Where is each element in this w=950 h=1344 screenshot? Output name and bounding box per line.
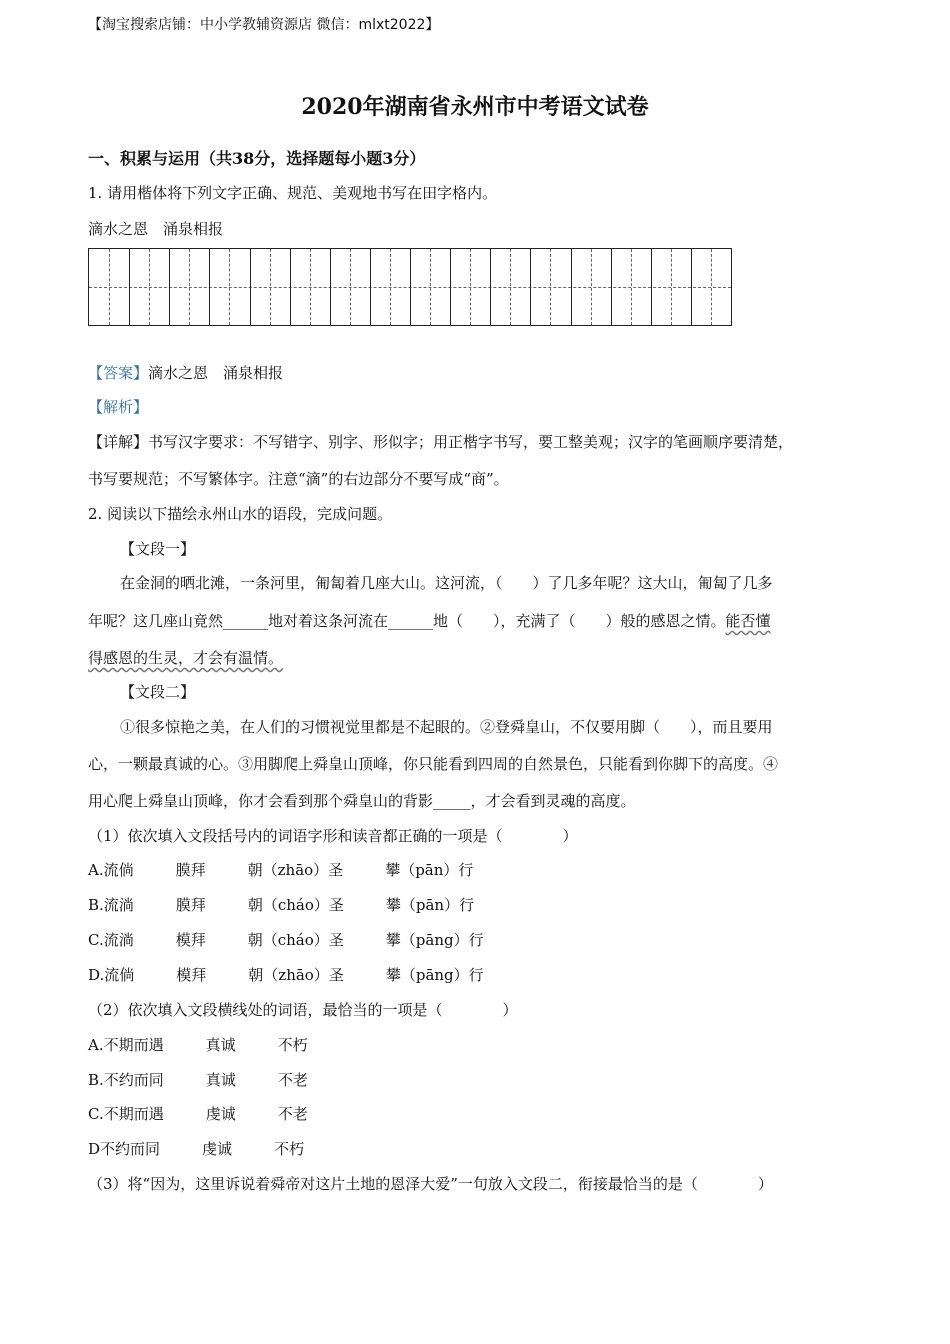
option-item: 朝（zhāo）圣 bbox=[248, 966, 344, 984]
grid-cell-center-line bbox=[430, 249, 431, 325]
option-label: D bbox=[88, 1140, 101, 1158]
option-item: 攀（pān）行 bbox=[385, 896, 475, 914]
grid-cell-center-line bbox=[591, 249, 592, 325]
sub1-prompt: （1）依次填入文段括号内的词语字形和读音都正确的一项是（ ） bbox=[88, 827, 578, 845]
option-item: 真诚 bbox=[205, 1036, 236, 1054]
passage1-line-2-main: 年呢？这几座山竟然______地对着这条河流在______地（ ），充满了（ ）般的感恩之情。 bbox=[88, 612, 726, 630]
grid-cell-border bbox=[209, 249, 210, 325]
grid-cell-border bbox=[410, 249, 411, 325]
passage2-title: 【文段二】 bbox=[120, 683, 196, 701]
answer-text: 滴水之恩 涌泉相报 bbox=[148, 364, 284, 382]
passage1-line-3-text: 得感恩的生灵，才会有温情。 bbox=[88, 649, 284, 667]
option-label: D. bbox=[88, 966, 105, 984]
q1-number: 1. bbox=[88, 184, 103, 202]
grid-cell-border bbox=[290, 249, 291, 325]
grid-cell-center-line bbox=[109, 249, 110, 325]
grid-cell-center-line bbox=[189, 249, 190, 325]
grid-cell-center-line bbox=[470, 249, 471, 325]
grid-cell-border bbox=[450, 249, 451, 325]
option-label: C. bbox=[88, 1105, 104, 1123]
grid-cell-border bbox=[691, 249, 692, 325]
option-label: A. bbox=[88, 1036, 104, 1054]
option-item: 不朽 bbox=[277, 1036, 308, 1054]
option-item: 朝（cháo）圣 bbox=[247, 896, 344, 914]
grid-cell-center-line bbox=[229, 249, 230, 325]
option-label: B. bbox=[88, 1071, 104, 1089]
q2-number: 2. bbox=[88, 505, 103, 523]
q1-prompt-text: 请用楷体将下列文字正确、规范、美观地书写在田字格内。 bbox=[107, 184, 498, 202]
option-item: 朝（zhāo）圣 bbox=[247, 861, 344, 879]
option-item: 模拜 bbox=[176, 966, 207, 984]
option-label: B. bbox=[88, 896, 104, 914]
option-item: 朝（cháo）圣 bbox=[247, 931, 344, 949]
q2-prompt-text: 阅读以下描绘永州山水的语段，完成问题。 bbox=[107, 505, 393, 523]
grid-cell-border bbox=[169, 249, 170, 325]
page-title: 2020年湖南省永州市中考语文试卷 bbox=[301, 94, 649, 120]
detail-line-2: 书写要规范；不写繁体字。注意“滴”的右边部分不要写成“商”。 bbox=[88, 470, 509, 488]
grid-cell-center-line bbox=[711, 249, 712, 325]
option-item: 不期而遇 bbox=[103, 1036, 164, 1054]
sub3-prompt: （3）将“因为，这里诉说着舜帝对这片土地的恩泽大爱”一句放入文段二，衔接最恰当的是（ ） bbox=[88, 1175, 773, 1193]
analysis-label: 【解析】 bbox=[88, 398, 149, 416]
option-item: 不约而同 bbox=[103, 1071, 164, 1089]
option-item: 虔诚 bbox=[205, 1105, 236, 1123]
grid-cell-center-line bbox=[510, 249, 511, 325]
q2-prompt bbox=[88, 503, 392, 524]
sub1-option-c[interactable] bbox=[88, 929, 484, 950]
section-heading: 一、积累与运用（共38分，选择题每小题3分） bbox=[88, 149, 426, 168]
sub1-option-d[interactable] bbox=[88, 964, 484, 985]
grid-cell-border bbox=[611, 249, 612, 325]
option-item: 不约而同 bbox=[100, 1140, 161, 1158]
option-item: 真诚 bbox=[205, 1071, 236, 1089]
grid-cell-border bbox=[571, 249, 572, 325]
option-item: 流倘 bbox=[104, 966, 135, 984]
option-label: A. bbox=[88, 861, 104, 879]
grid-cell-center-line bbox=[550, 249, 551, 325]
grid-cell-border bbox=[330, 249, 331, 325]
grid-cell-border bbox=[129, 249, 130, 325]
option-label: C. bbox=[88, 931, 104, 949]
sub2-prompt: （2）依次填入文段横线处的词语，最恰当的一项是（ ） bbox=[88, 1001, 518, 1019]
option-item: 不期而遇 bbox=[103, 1105, 164, 1123]
grid-cell-border bbox=[490, 249, 491, 325]
passage1-line-1: 在金洞的晒北滩，一条河里，匍匐着几座大山。这河流，（ ）了几多年呢？这大山，匍匐了几多 bbox=[120, 574, 773, 592]
option-item: 膜拜 bbox=[175, 896, 206, 914]
answer-label: 【答案】 bbox=[88, 364, 149, 382]
grid-cell-border bbox=[250, 249, 251, 325]
sub2-option-b[interactable] bbox=[88, 1069, 308, 1090]
option-item: 流淌 bbox=[103, 931, 134, 949]
grid-cell-center-line bbox=[270, 249, 271, 325]
option-item: 流淌 bbox=[103, 896, 134, 914]
sub2-option-c[interactable] bbox=[88, 1103, 308, 1124]
grid-cell-center-line bbox=[390, 249, 391, 325]
q1-answer bbox=[88, 362, 283, 383]
passage1-title: 【文段一】 bbox=[120, 540, 196, 558]
option-item: 攀（pāng）行 bbox=[385, 966, 484, 984]
q1-phrase: 滴水之恩 涌泉相报 bbox=[88, 220, 224, 238]
sub2-option-d[interactable] bbox=[88, 1138, 304, 1159]
sub1-option-b[interactable] bbox=[88, 894, 474, 915]
grid-cell-center-line bbox=[671, 249, 672, 325]
option-item: 不朽 bbox=[274, 1140, 305, 1158]
option-item: 不老 bbox=[277, 1105, 308, 1123]
grid-cell-center-line bbox=[310, 249, 311, 325]
passage2-line-2: 心，一颗最真诚的心。③用脚爬上舜皇山顶峰，你只能看到四周的自然景色，只能看到你脚下的高度。④ bbox=[88, 755, 779, 773]
grid-cell-border bbox=[651, 249, 652, 325]
sub1-option-a[interactable] bbox=[88, 859, 473, 880]
grid-cell-border bbox=[370, 249, 371, 325]
option-item: 攀（pān）行 bbox=[385, 861, 474, 879]
option-item: 流倘 bbox=[103, 861, 134, 879]
option-item: 膜拜 bbox=[175, 861, 206, 879]
grid-cell-border bbox=[530, 249, 531, 325]
passage1-line-2 bbox=[88, 610, 771, 631]
option-item: 虔诚 bbox=[202, 1140, 233, 1158]
grid-cell-center-line bbox=[631, 249, 632, 325]
passage2-line-1: ①很多惊艳之美，在人们的习惯视觉里都是不起眼的。②登舜皇山，不仅要用脚（ ），而且要用 bbox=[120, 718, 773, 736]
grid-cell-center-line bbox=[350, 249, 351, 325]
detail-line-1: 【详解】书写汉字要求：不写错字、别字、形似字；用正楷字书写，要工整美观；汉字的笔画顺序要清楚， bbox=[88, 433, 794, 451]
option-item: 不老 bbox=[277, 1071, 308, 1089]
grid-cell-center-line bbox=[149, 249, 150, 325]
option-item: 攀（pāng）行 bbox=[385, 931, 484, 949]
option-item: 模拜 bbox=[175, 931, 206, 949]
page-header: 【淘宝搜索店铺：中小学教辅资源店 微信：mlxt2022】 bbox=[88, 17, 440, 33]
q1-prompt bbox=[88, 182, 497, 203]
passage1-line-3 bbox=[88, 647, 283, 668]
passage2-line-3: 用心爬上舜皇山顶峰，你才会看到那个舜皇山的背影_____，才会看到灵魂的高度。 bbox=[88, 792, 636, 810]
sub2-option-a[interactable] bbox=[88, 1034, 308, 1055]
tianzige-grid bbox=[88, 248, 732, 326]
passage1-line-2-tail: 能否懂 bbox=[725, 612, 771, 630]
